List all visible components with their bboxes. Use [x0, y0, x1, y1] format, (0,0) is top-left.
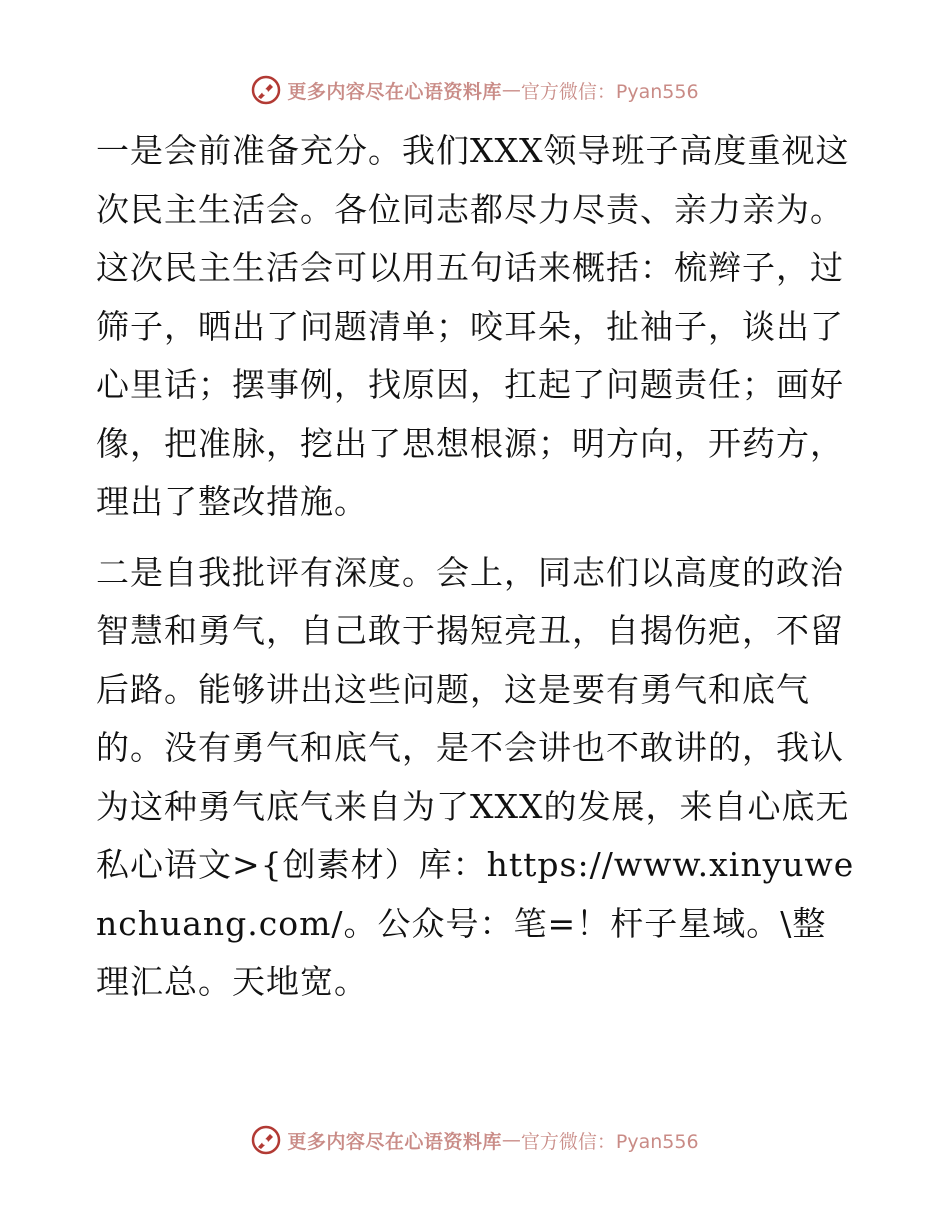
- document-body: [96, 122, 856, 1012]
- banner-separator: —: [501, 1129, 521, 1151]
- banner-wechat: 官方微信：Pyan556: [520, 1130, 699, 1153]
- banner-title: 更多内容尽在心语资料库: [287, 1130, 502, 1153]
- banner-separator: —: [501, 79, 521, 101]
- paragraph-1: 一是会前准备充分。我们XXX领导班子高度重视这次民主生活会。各位同志都尽力尽责、亲力亲为。这次民主生活会可以用五句话来概括：梳辫子，过筛子，晒出了问题清单；咬耳朵，扯袖子，谈出了心里话；摆事例，找原因，扛起了问题责任；画好像，把准脉，挖出了思想根源；明方向，开药方，理出了整改措施。: [96, 131, 850, 521]
- header-banner: [0, 70, 950, 110]
- pen-logo-icon: [251, 1125, 281, 1155]
- pen-logo-icon: [251, 75, 281, 105]
- banner-title: 更多内容尽在心语资料库: [287, 80, 502, 103]
- banner-wechat: 官方微信：Pyan556: [520, 80, 699, 103]
- footer-banner: [0, 1120, 950, 1160]
- paragraph-2: 二是自我批评有深度。会上，同志们以高度的政治智慧和勇气，自己敢于揭短亮丑，自揭伤疤，不留后路。能够讲出这些问题，这是要有勇气和底气的。没有勇气和底气，是不会讲也不敢讲的，我认为这种勇气底气来自为了XXX的发展，来自心底无私心语文>{创素材）库：https://www.xinyuwenchuang.com/。公众号：笔=！杆子星域。\整理汇总。天地宽。: [96, 552, 855, 1001]
